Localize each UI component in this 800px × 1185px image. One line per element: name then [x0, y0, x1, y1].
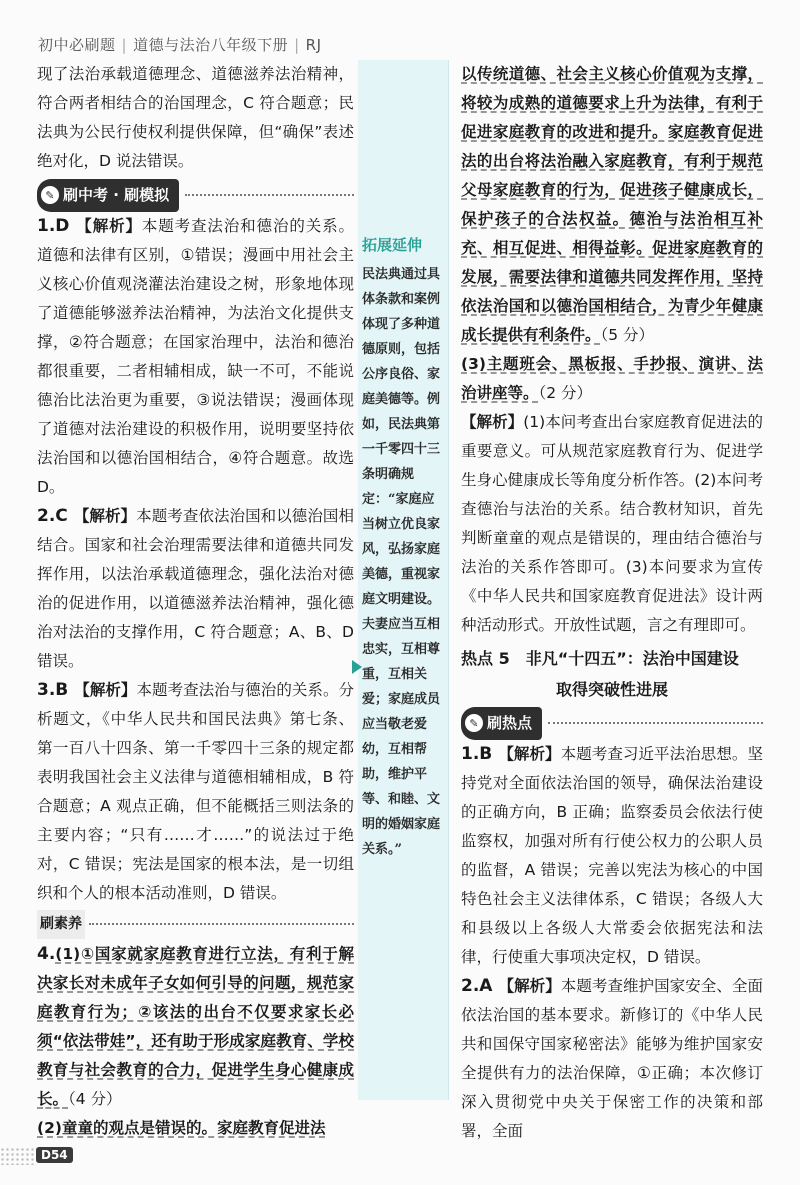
- answer-item-4-continued: 以传统道德、社会主义核心价值观为支撑，将较为成熟的道德要求上升为法律，有利于促进家庭教育的改进和提升。家庭教育促进法的出台将法治融入家庭教育，有利于规范父母家庭教育的行为，促进孩子健康成长，保护孩子的合法权益。德治与法治相互补充、相互促进、相得益彰。促进家庭教育的发展，需要法律和道德共同发挥作用，坚持依法治国和以德治国相结合，为青少年健康成长提供有利条件。（5 分）: [461, 65, 763, 344]
- section-title-exam: 刷中考 · 刷模拟: [63, 185, 170, 204]
- hotspot-title-line1: 热点 5 非凡“十四五”：法治中国建设: [461, 649, 739, 668]
- page-number-decoration: [0, 1147, 34, 1165]
- section-title-literacy: 刷素养: [37, 910, 85, 939]
- right-column: [461, 60, 763, 1146]
- extension-note: [362, 233, 446, 862]
- left-column: [37, 60, 354, 1143]
- extension-text: 民法典通过具体条款和案例体现了多种道德原则，包括公序良俗、家庭美德等。例如，民法典第一千零四十三条明确规定：“家庭应当树立优良家风，弘扬家庭美德，重视家庭文明建设。夫妻应当互相忠实，互相尊重，互相关爱；家庭成员应当敬老爱幼，互相帮助，维护平等、和睦、文明的婚姻家庭关系。”: [362, 267, 441, 857]
- answer-item-4: 4.(1)①国家就家庭教育进行立法，有利于解决家长对未成年子女如何引导的问题，规范家庭教育行为；②该法的出台不仅要求家长必须“依法带娃”，还有助于形成家庭教育、学校教育与社会教育的合力，促进学生身心健康成长。（4 分）: [37, 944, 354, 1108]
- page-number: D54: [36, 1147, 73, 1163]
- section-title-hot: 刷热点: [487, 713, 533, 732]
- page-header: 初中必刷题 | 道德与法治八年级下册 | RJ: [38, 36, 322, 54]
- hot-answer-item-2: 2.A 【解析】本题考查维护国家安全、全面依法治国的基本要求。新修订的《中华人民共和国保守国家秘密法》能够为维护国家安全提供有力的法治保障，①正确；本次修订深入贯彻党中央关于保密工作的决策和部署，全面: [461, 976, 763, 1140]
- header-edition: RJ: [305, 36, 322, 54]
- header-subject: 道德与法治八年级下册: [133, 36, 289, 54]
- intro-paragraph: 现了法治承载道德理念、道德滋养法治精神，符合两者相结合的治国理念，C 符合题意；民法典为公民行使权利提供保障，但“确保”表述绝对化，D 说法错误。: [37, 65, 354, 170]
- answer-item-4-part3: (3)主题班会、黑板报、手抄报、演讲、法治讲座等。（2 分）: [461, 355, 763, 402]
- hotspot-title-line2: 取得突破性进展: [555, 680, 668, 699]
- pencil-icon: ✎: [41, 186, 59, 204]
- pencil-icon: ✎: [465, 714, 483, 732]
- section-header-hot: [461, 708, 763, 738]
- header-series: 初中必刷题: [38, 36, 116, 54]
- answer-item-2: 2.C 【解析】本题考查依法治国和以德治国相结合。国家和社会治理需要法律和道德共同发挥作用，以法治承载道德理念，强化法治对德治的促进作用，以道德滋养法治精神，强化德治对法治的支撑作用，C 符合题意；A、B、D 错误。: [37, 506, 354, 670]
- answer-item-4-part2: (2)童童的观点是错误的。家庭教育促进法: [37, 1119, 326, 1137]
- answer-item-3: 3.B 【解析】本题考查法治与德治的关系。分析题文，《中华人民共和国民法典》第七条、第一百八十四条、第一千零四十三条的规定都表明我国社会主义法律与道德相辅相成，B 符合题意；A 观点正确，但不能概括三则法条的主要内容；“只有……才……”的说法过于绝对，C 错误；宪法是国家的根本法，是一切组织和个人的根本活动准则，D 错误。: [37, 680, 354, 902]
- section-header-exam: [37, 180, 354, 210]
- analysis-paragraph: 【解析】(1)本问考查出台家庭教育促进法的重要意义。可从规范家庭教育行为、促进学生身心健康成长等角度分析作答。(2)本问考查德治与法治的关系。结合教材知识，首先判断童童的观点是错误的，理由结合德治与法治的关系作答即可。(3)本问要求为宣传《中华人民共和国家庭教育促进法》设计两种活动形式。开放性试题，言之有理即可。: [461, 413, 763, 634]
- section-header-literacy: [37, 910, 354, 938]
- hot-answer-item-1: 1.B 【解析】本题考查习近平法治思想。坚持党对全面依法治国的领导，确保法治建设的正确方向，B 正确；监察委员会依法行使监察权，加强对所有行使公权力的公职人员的监督，A 错误；完善以宪法为核心的中国特色社会主义法律体系，C 错误；各级人大和县级以上各级人大常委会依据宪法和法律，行使重大事项决定权，D 错误。: [461, 744, 763, 966]
- answer-item-1: 1.D 【解析】本题考查法治和德治的关系。道德和法律有区别，①错误；漫画中用社会主义核心价值观浇灌法治建设之树，形象地体现了道德能够滋养法治精神，为法治文化提供支撑，②符合题意；在国家治理中，法治和德治都很重要，二者相辅相成，缺一不可，不能说德治比法治更为重要，③说法错误；漫画体现了道德对法治建设的积极作用，说明要坚持依法治国和以德治国相结合，④符合题意。故选 D。: [37, 216, 354, 496]
- hotspot-title: [461, 644, 763, 704]
- extension-title: 拓展延伸: [362, 236, 423, 254]
